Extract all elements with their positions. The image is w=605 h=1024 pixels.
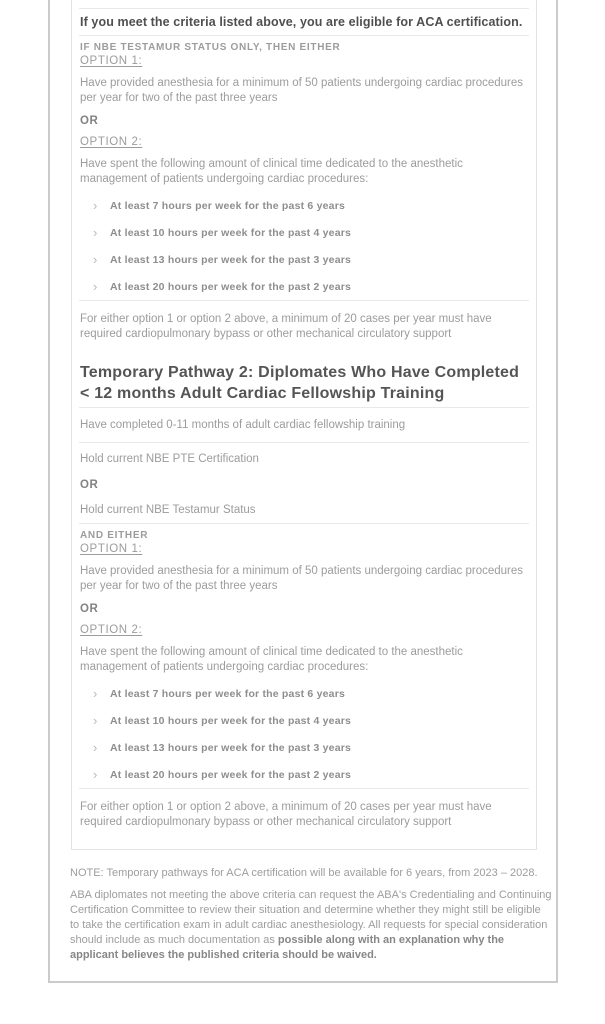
nbe-status-row [79,443,529,523]
list-item [80,200,528,213]
chevron-right-icon: › [93,279,98,294]
list-item [80,281,528,294]
list-item [80,227,528,240]
cases-requirement-row [79,301,529,342]
list-item [80,769,528,782]
testamur-options-section [79,36,529,300]
option1-text: Have provided anesthesia for a minimum of 50 patients undergoing cardiac procedures per year for two of the past three years [80,77,524,104]
list-item [80,254,528,267]
chevron-right-icon: › [93,198,98,213]
testamur-status-text: Hold current NBE Testamur Status [80,504,256,516]
pte-certification-text: Hold current NBE PTE Certification [80,453,259,465]
list-item [80,688,528,701]
fellowship-months-text: Have completed 0-11 months of adult cardiac fellowship training [80,419,406,431]
chevron-right-icon: › [93,713,98,728]
condition-label: IF NBE TESTAMUR STATUS ONLY, THEN EITHER [80,42,341,53]
list-item-text: At least 7 hours per week for the past 6 years [110,200,346,212]
cases-requirement-text: For either option 1 or option 2 above, a minimum of 20 cases per year must have required cardiopulmonary bypass or other mechanical circulatory support [80,313,492,340]
eligibility-statement-row [79,9,529,35]
option2-label: OPTION 2: [80,624,143,636]
chevron-right-icon: › [93,225,98,240]
cases-requirement-text: For either option 1 or option 2 above, a minimum of 20 cases per year must have required cardiopulmonary bypass or other mechanical circulatory support [80,801,492,828]
special-consideration-text [70,888,552,963]
availability-note: NOTE: Temporary pathways for ACA certification will be available for 6 years, from 2023 – 2028. [70,867,538,879]
or-label: OR [80,603,99,615]
cutoff-row-spacer [79,0,529,8]
condition-label: AND EITHER [80,530,149,541]
list-item-text: At least 20 hours per week for the past 2 years [110,769,352,781]
or-label: OR [80,479,99,491]
list-item [80,715,528,728]
fellowship-months-row [79,408,529,442]
eligibility-statement: If you meet the criteria listed above, you are eligible for ACA certification. [80,15,523,29]
card-footer [70,866,552,963]
list-item-text: At least 13 hours per week for the past 3 years [110,254,352,266]
list-item-text: At least 20 hours per week for the past 2 years [110,281,352,293]
option1-text: Have provided anesthesia for a minimum of 50 patients undergoing cardiac procedures per year for two of the past three years [80,565,524,592]
chevron-right-icon: › [93,686,98,701]
pathway2-heading: Temporary Pathway 2: Diplomates Who Have Completed < 12 months Adult Cardiac Fellowship Training [80,364,520,402]
criteria-table [71,0,537,850]
option2-text: Have spent the following amount of clinical time dedicated to the anesthetic management of patients undergoing cardiac procedures: [80,158,463,185]
list-item-text: At least 10 hours per week for the past 4 years [110,715,352,727]
option2-label: OPTION 2: [80,136,143,148]
special-consideration-bold: possible along with an explanation why the applicant believes the published criteria should be waived. [70,934,505,961]
option2-text: Have spent the following amount of clinical time dedicated to the anesthetic management of patients undergoing cardiac procedures: [80,646,463,673]
clinical-time-list [80,200,528,294]
pathway2-options-section [79,524,529,788]
cases-requirement-row [79,789,529,830]
special-consideration-regular: ABA diplomates not meeting the above criteria can request the ABA's Credentialing and Continuing Certification Committee to review their situation and determine whether they might still be eligible to take the certification exam in adult cardiac anesthesiology. All requests for special consideration should include as much documentation as [70,889,552,946]
list-item-text: At least 7 hours per week for the past 6 years [110,688,346,700]
list-item-text: At least 10 hours per week for the past 4 years [110,227,352,239]
chevron-right-icon: › [93,767,98,782]
option1-label: OPTION 1: [80,543,143,555]
option1-label: OPTION 1: [80,55,143,67]
certification-criteria-card [48,0,558,983]
list-item [80,742,528,755]
clinical-time-list [80,688,528,782]
chevron-right-icon: › [93,252,98,267]
chevron-right-icon: › [93,740,98,755]
list-item-text: At least 13 hours per week for the past 3 years [110,742,352,754]
or-label: OR [80,115,99,127]
